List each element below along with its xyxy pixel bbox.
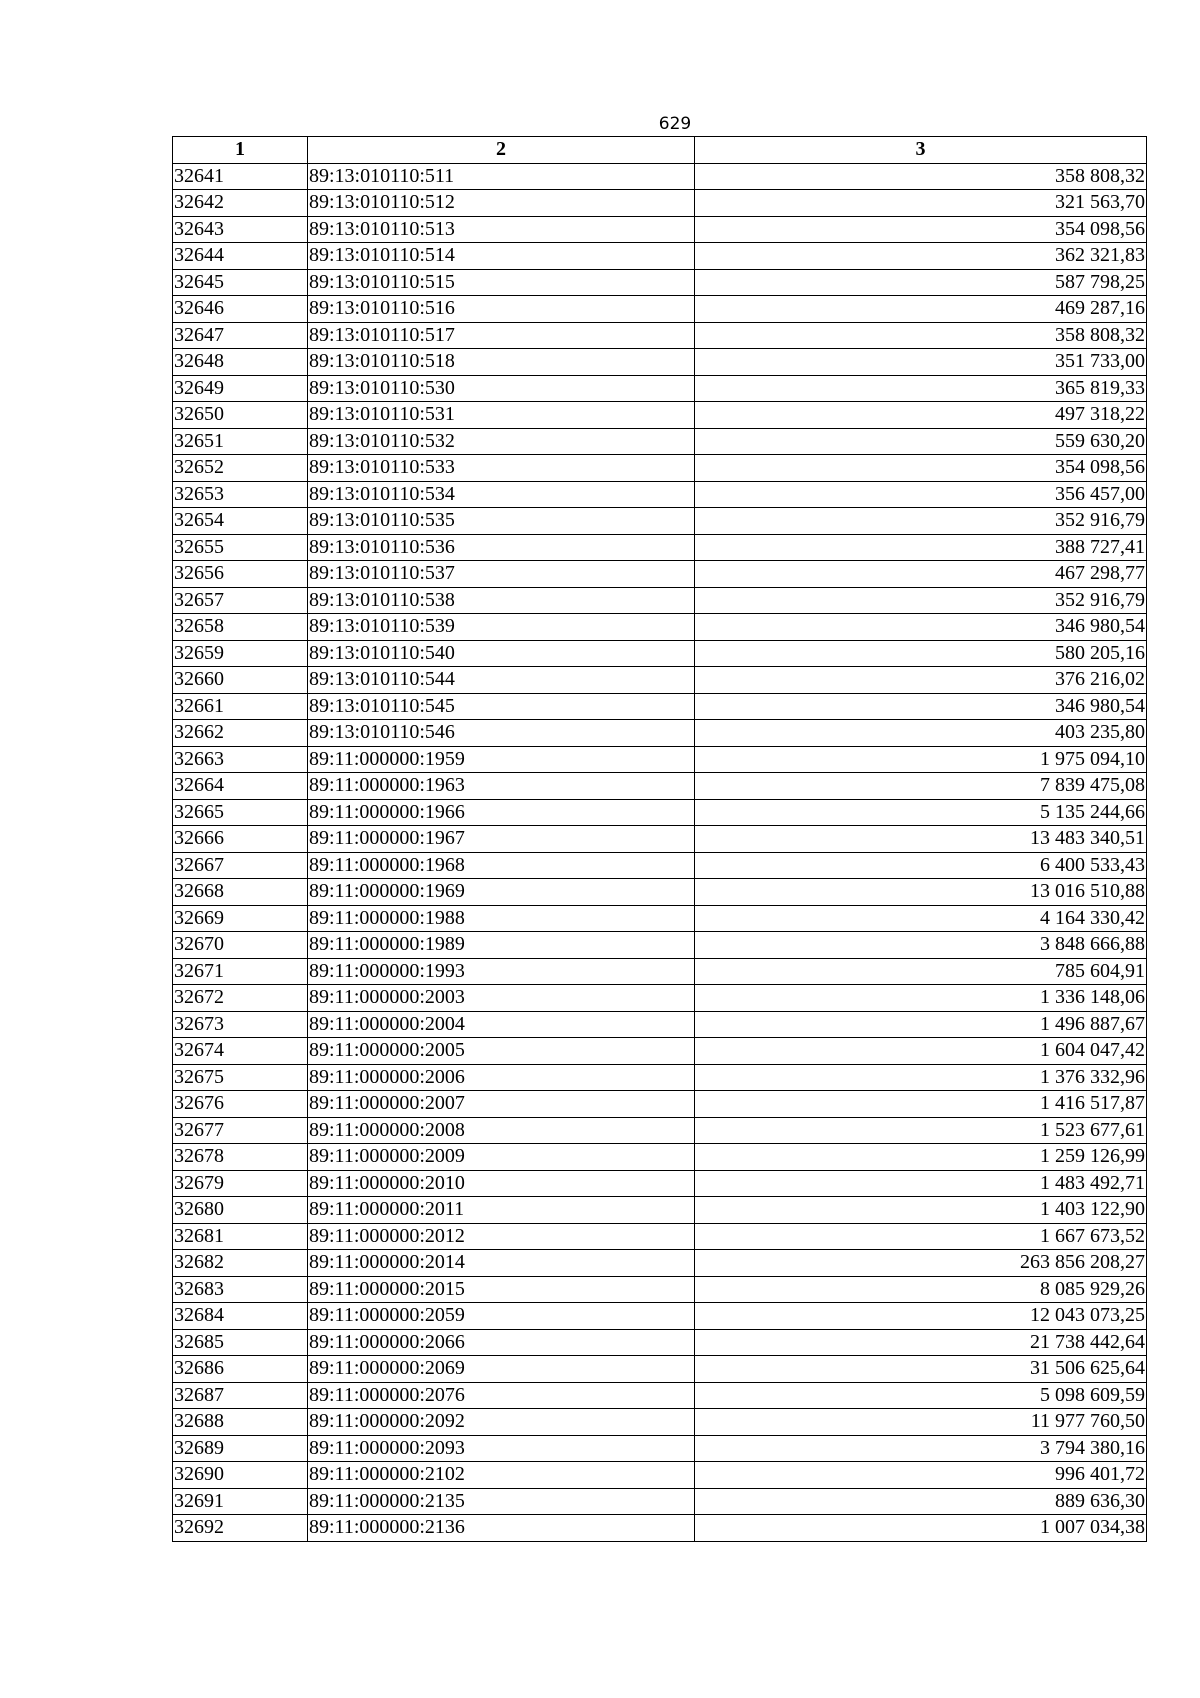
cadastral-value-cell: 358 808,32 <box>695 322 1147 349</box>
row-number-cell: 32676 <box>173 1091 308 1118</box>
cadastral-number-cell: 89:13:010110:544 <box>308 667 695 694</box>
cadastral-value-cell: 346 980,54 <box>695 693 1147 720</box>
cadastral-number-cell: 89:11:000000:2135 <box>308 1488 695 1515</box>
cadastral-value-cell: 3 848 666,88 <box>695 932 1147 959</box>
row-number-cell: 32649 <box>173 375 308 402</box>
column-header-1: 1 <box>173 137 308 164</box>
table-row <box>173 1382 1147 1409</box>
cadastral-number-cell: 89:11:000000:2003 <box>308 985 695 1012</box>
row-number-cell: 32644 <box>173 243 308 270</box>
table-row <box>173 932 1147 959</box>
cadastral-value-cell: 1 336 148,06 <box>695 985 1147 1012</box>
cadastral-value-cell: 7 839 475,08 <box>695 773 1147 800</box>
table-row <box>173 1462 1147 1489</box>
cadastral-number-cell: 89:13:010110:546 <box>308 720 695 747</box>
row-number-cell: 32651 <box>173 428 308 455</box>
table-row <box>173 1223 1147 1250</box>
table-row <box>173 1117 1147 1144</box>
cadastral-value-cell: 1 483 492,71 <box>695 1170 1147 1197</box>
table-row <box>173 1329 1147 1356</box>
cadastral-number-cell: 89:11:000000:2059 <box>308 1303 695 1330</box>
cadastral-number-cell: 89:13:010110:515 <box>308 269 695 296</box>
cadastral-number-cell: 89:13:010110:533 <box>308 455 695 482</box>
cadastral-value-cell: 351 733,00 <box>695 349 1147 376</box>
cadastral-number-cell: 89:11:000000:1988 <box>308 905 695 932</box>
cadastral-value-cell: 1 975 094,10 <box>695 746 1147 773</box>
row-number-cell: 32646 <box>173 296 308 323</box>
row-number-cell: 32655 <box>173 534 308 561</box>
row-number-cell: 32679 <box>173 1170 308 1197</box>
cadastral-value-cell: 587 798,25 <box>695 269 1147 296</box>
cadastral-value-cell: 3 794 380,16 <box>695 1435 1147 1462</box>
row-number-cell: 32650 <box>173 402 308 429</box>
table-row <box>173 667 1147 694</box>
row-number-cell: 32675 <box>173 1064 308 1091</box>
table-row <box>173 1409 1147 1436</box>
row-number-cell: 32654 <box>173 508 308 535</box>
table-row <box>173 985 1147 1012</box>
cadastral-number-cell: 89:13:010110:530 <box>308 375 695 402</box>
cadastral-value-cell: 358 808,32 <box>695 163 1147 190</box>
row-number-cell: 32669 <box>173 905 308 932</box>
cadastral-value-cell: 996 401,72 <box>695 1462 1147 1489</box>
table-header <box>173 137 1147 164</box>
row-number-cell: 32642 <box>173 190 308 217</box>
cadastral-number-cell: 89:13:010110:537 <box>308 561 695 588</box>
row-number-cell: 32677 <box>173 1117 308 1144</box>
cadastral-number-cell: 89:13:010110:540 <box>308 640 695 667</box>
table-row <box>173 1488 1147 1515</box>
row-number-cell: 32671 <box>173 958 308 985</box>
cadastral-number-cell: 89:13:010110:512 <box>308 190 695 217</box>
row-number-cell: 32682 <box>173 1250 308 1277</box>
row-number-cell: 32656 <box>173 561 308 588</box>
row-number-cell: 32685 <box>173 1329 308 1356</box>
cadastral-number-cell: 89:11:000000:2093 <box>308 1435 695 1462</box>
table-row <box>173 1276 1147 1303</box>
row-number-cell: 32692 <box>173 1515 308 1542</box>
row-number-cell: 32662 <box>173 720 308 747</box>
table-row <box>173 481 1147 508</box>
cadastral-value-cell: 388 727,41 <box>695 534 1147 561</box>
row-number-cell: 32653 <box>173 481 308 508</box>
cadastral-value-cell: 354 098,56 <box>695 455 1147 482</box>
row-number-cell: 32680 <box>173 1197 308 1224</box>
row-number-cell: 32678 <box>173 1144 308 1171</box>
cadastral-number-cell: 89:13:010110:536 <box>308 534 695 561</box>
row-number-cell: 32674 <box>173 1038 308 1065</box>
table-row <box>173 375 1147 402</box>
table-row <box>173 216 1147 243</box>
table-row <box>173 534 1147 561</box>
row-number-cell: 32670 <box>173 932 308 959</box>
page-number: 629 <box>658 114 692 134</box>
cadastral-value-cell: 4 164 330,42 <box>695 905 1147 932</box>
table-row <box>173 905 1147 932</box>
cadastral-value-cell: 1 403 122,90 <box>695 1197 1147 1224</box>
table-row <box>173 1515 1147 1542</box>
row-number-cell: 32645 <box>173 269 308 296</box>
row-number-cell: 32667 <box>173 852 308 879</box>
table-row <box>173 455 1147 482</box>
cadastral-value-cell: 21 738 442,64 <box>695 1329 1147 1356</box>
cadastral-value-cell: 346 980,54 <box>695 614 1147 641</box>
table-row <box>173 852 1147 879</box>
row-number-cell: 32647 <box>173 322 308 349</box>
cadastral-value-cell: 1 376 332,96 <box>695 1064 1147 1091</box>
cadastral-number-cell: 89:13:010110:531 <box>308 402 695 429</box>
table-row <box>173 296 1147 323</box>
row-number-cell: 32666 <box>173 826 308 853</box>
cadastral-number-cell: 89:11:000000:1959 <box>308 746 695 773</box>
cadastral-value-cell: 321 563,70 <box>695 190 1147 217</box>
cadastral-number-cell: 89:13:010110:511 <box>308 163 695 190</box>
cadastral-number-cell: 89:11:000000:1967 <box>308 826 695 853</box>
table-row <box>173 746 1147 773</box>
cadastral-number-cell: 89:11:000000:2092 <box>308 1409 695 1436</box>
row-number-cell: 32643 <box>173 216 308 243</box>
cadastral-number-cell: 89:13:010110:534 <box>308 481 695 508</box>
cadastral-value-cell: 362 321,83 <box>695 243 1147 270</box>
cadastral-number-cell: 89:11:000000:2009 <box>308 1144 695 1171</box>
cadastral-number-cell: 89:11:000000:2007 <box>308 1091 695 1118</box>
cadastral-value-table <box>172 136 1147 1542</box>
table-row <box>173 614 1147 641</box>
cadastral-number-cell: 89:11:000000:2136 <box>308 1515 695 1542</box>
cadastral-value-cell: 559 630,20 <box>695 428 1147 455</box>
cadastral-number-cell: 89:11:000000:2015 <box>308 1276 695 1303</box>
cadastral-value-cell: 1 523 677,61 <box>695 1117 1147 1144</box>
table-row <box>173 349 1147 376</box>
cadastral-number-cell: 89:13:010110:545 <box>308 693 695 720</box>
table-row <box>173 322 1147 349</box>
cadastral-number-cell: 89:11:000000:2008 <box>308 1117 695 1144</box>
cadastral-number-cell: 89:11:000000:2005 <box>308 1038 695 1065</box>
table-row <box>173 958 1147 985</box>
cadastral-number-cell: 89:11:000000:2004 <box>308 1011 695 1038</box>
table-row <box>173 1356 1147 1383</box>
cadastral-number-cell: 89:11:000000:2076 <box>308 1382 695 1409</box>
table-row <box>173 1303 1147 1330</box>
table-row <box>173 561 1147 588</box>
table-row <box>173 1197 1147 1224</box>
row-number-cell: 32663 <box>173 746 308 773</box>
cadastral-number-cell: 89:13:010110:532 <box>308 428 695 455</box>
cadastral-number-cell: 89:11:000000:2069 <box>308 1356 695 1383</box>
row-number-cell: 32658 <box>173 614 308 641</box>
row-number-cell: 32657 <box>173 587 308 614</box>
cadastral-value-cell: 352 916,79 <box>695 587 1147 614</box>
table-row <box>173 826 1147 853</box>
cadastral-number-cell: 89:13:010110:513 <box>308 216 695 243</box>
row-number-cell: 32673 <box>173 1011 308 1038</box>
table-row <box>173 243 1147 270</box>
cadastral-number-cell: 89:13:010110:535 <box>308 508 695 535</box>
cadastral-value-cell: 497 318,22 <box>695 402 1147 429</box>
table-row <box>173 163 1147 190</box>
row-number-cell: 32660 <box>173 667 308 694</box>
cadastral-number-cell: 89:11:000000:2006 <box>308 1064 695 1091</box>
cadastral-number-cell: 89:11:000000:1966 <box>308 799 695 826</box>
row-number-cell: 32688 <box>173 1409 308 1436</box>
column-header-2: 2 <box>308 137 695 164</box>
cadastral-value-cell: 365 819,33 <box>695 375 1147 402</box>
table-row <box>173 190 1147 217</box>
cadastral-number-cell: 89:11:000000:2102 <box>308 1462 695 1489</box>
row-number-cell: 32661 <box>173 693 308 720</box>
row-number-cell: 32664 <box>173 773 308 800</box>
row-number-cell: 32652 <box>173 455 308 482</box>
cadastral-value-cell: 889 636,30 <box>695 1488 1147 1515</box>
table-row <box>173 693 1147 720</box>
cadastral-value-cell: 1 416 517,87 <box>695 1091 1147 1118</box>
table-row <box>173 1011 1147 1038</box>
cadastral-value-cell: 403 235,80 <box>695 720 1147 747</box>
row-number-cell: 32668 <box>173 879 308 906</box>
cadastral-value-cell: 352 916,79 <box>695 508 1147 535</box>
table-row <box>173 587 1147 614</box>
table-row <box>173 402 1147 429</box>
cadastral-value-cell: 1 604 047,42 <box>695 1038 1147 1065</box>
table-row <box>173 1250 1147 1277</box>
cadastral-value-cell: 356 457,00 <box>695 481 1147 508</box>
cadastral-value-cell: 1 259 126,99 <box>695 1144 1147 1171</box>
row-number-cell: 32684 <box>173 1303 308 1330</box>
column-header-3: 3 <box>695 137 1147 164</box>
cadastral-value-cell: 6 400 533,43 <box>695 852 1147 879</box>
row-number-cell: 32689 <box>173 1435 308 1462</box>
cadastral-number-cell: 89:13:010110:518 <box>308 349 695 376</box>
cadastral-value-cell: 376 216,02 <box>695 667 1147 694</box>
table-row <box>173 269 1147 296</box>
table-row <box>173 879 1147 906</box>
row-number-cell: 32686 <box>173 1356 308 1383</box>
row-number-cell: 32672 <box>173 985 308 1012</box>
cadastral-value-cell: 469 287,16 <box>695 296 1147 323</box>
cadastral-number-cell: 89:13:010110:538 <box>308 587 695 614</box>
table-row <box>173 508 1147 535</box>
cadastral-value-cell: 5 135 244,66 <box>695 799 1147 826</box>
cadastral-number-cell: 89:11:000000:2011 <box>308 1197 695 1224</box>
row-number-cell: 32690 <box>173 1462 308 1489</box>
cadastral-number-cell: 89:11:000000:1989 <box>308 932 695 959</box>
cadastral-value-cell: 5 098 609,59 <box>695 1382 1147 1409</box>
header-row <box>173 137 1147 164</box>
cadastral-number-cell: 89:11:000000:2014 <box>308 1250 695 1277</box>
cadastral-value-cell: 1 496 887,67 <box>695 1011 1147 1038</box>
table-body <box>173 163 1147 1541</box>
table-row <box>173 428 1147 455</box>
cadastral-value-cell: 354 098,56 <box>695 216 1147 243</box>
cadastral-number-cell: 89:11:000000:2012 <box>308 1223 695 1250</box>
cadastral-value-cell: 263 856 208,27 <box>695 1250 1147 1277</box>
table-row <box>173 1144 1147 1171</box>
cadastral-number-cell: 89:11:000000:1993 <box>308 958 695 985</box>
cadastral-number-cell: 89:13:010110:539 <box>308 614 695 641</box>
cadastral-value-cell: 785 604,91 <box>695 958 1147 985</box>
cadastral-number-cell: 89:11:000000:1968 <box>308 852 695 879</box>
cadastral-number-cell: 89:11:000000:2010 <box>308 1170 695 1197</box>
table-row <box>173 1038 1147 1065</box>
row-number-cell: 32687 <box>173 1382 308 1409</box>
row-number-cell: 32641 <box>173 163 308 190</box>
cadastral-value-cell: 8 085 929,26 <box>695 1276 1147 1303</box>
table-row <box>173 773 1147 800</box>
row-number-cell: 32665 <box>173 799 308 826</box>
table-row <box>173 1064 1147 1091</box>
table-row <box>173 1435 1147 1462</box>
cadastral-value-cell: 31 506 625,64 <box>695 1356 1147 1383</box>
cadastral-number-cell: 89:13:010110:514 <box>308 243 695 270</box>
cadastral-value-cell: 467 298,77 <box>695 561 1147 588</box>
table-row <box>173 720 1147 747</box>
cadastral-value-cell: 1 007 034,38 <box>695 1515 1147 1542</box>
cadastral-value-cell: 1 667 673,52 <box>695 1223 1147 1250</box>
table-row <box>173 640 1147 667</box>
cadastral-number-cell: 89:11:000000:1969 <box>308 879 695 906</box>
cadastral-number-cell: 89:13:010110:517 <box>308 322 695 349</box>
row-number-cell: 32681 <box>173 1223 308 1250</box>
cadastral-number-cell: 89:13:010110:516 <box>308 296 695 323</box>
cadastral-value-cell: 11 977 760,50 <box>695 1409 1147 1436</box>
cadastral-value-cell: 13 483 340,51 <box>695 826 1147 853</box>
cadastral-value-cell: 13 016 510,88 <box>695 879 1147 906</box>
row-number-cell: 32648 <box>173 349 308 376</box>
cadastral-value-cell: 12 043 073,25 <box>695 1303 1147 1330</box>
cadastral-number-cell: 89:11:000000:1963 <box>308 773 695 800</box>
table-row <box>173 799 1147 826</box>
row-number-cell: 32691 <box>173 1488 308 1515</box>
row-number-cell: 32683 <box>173 1276 308 1303</box>
table-row <box>173 1170 1147 1197</box>
table-row <box>173 1091 1147 1118</box>
row-number-cell: 32659 <box>173 640 308 667</box>
cadastral-number-cell: 89:11:000000:2066 <box>308 1329 695 1356</box>
cadastral-value-cell: 580 205,16 <box>695 640 1147 667</box>
